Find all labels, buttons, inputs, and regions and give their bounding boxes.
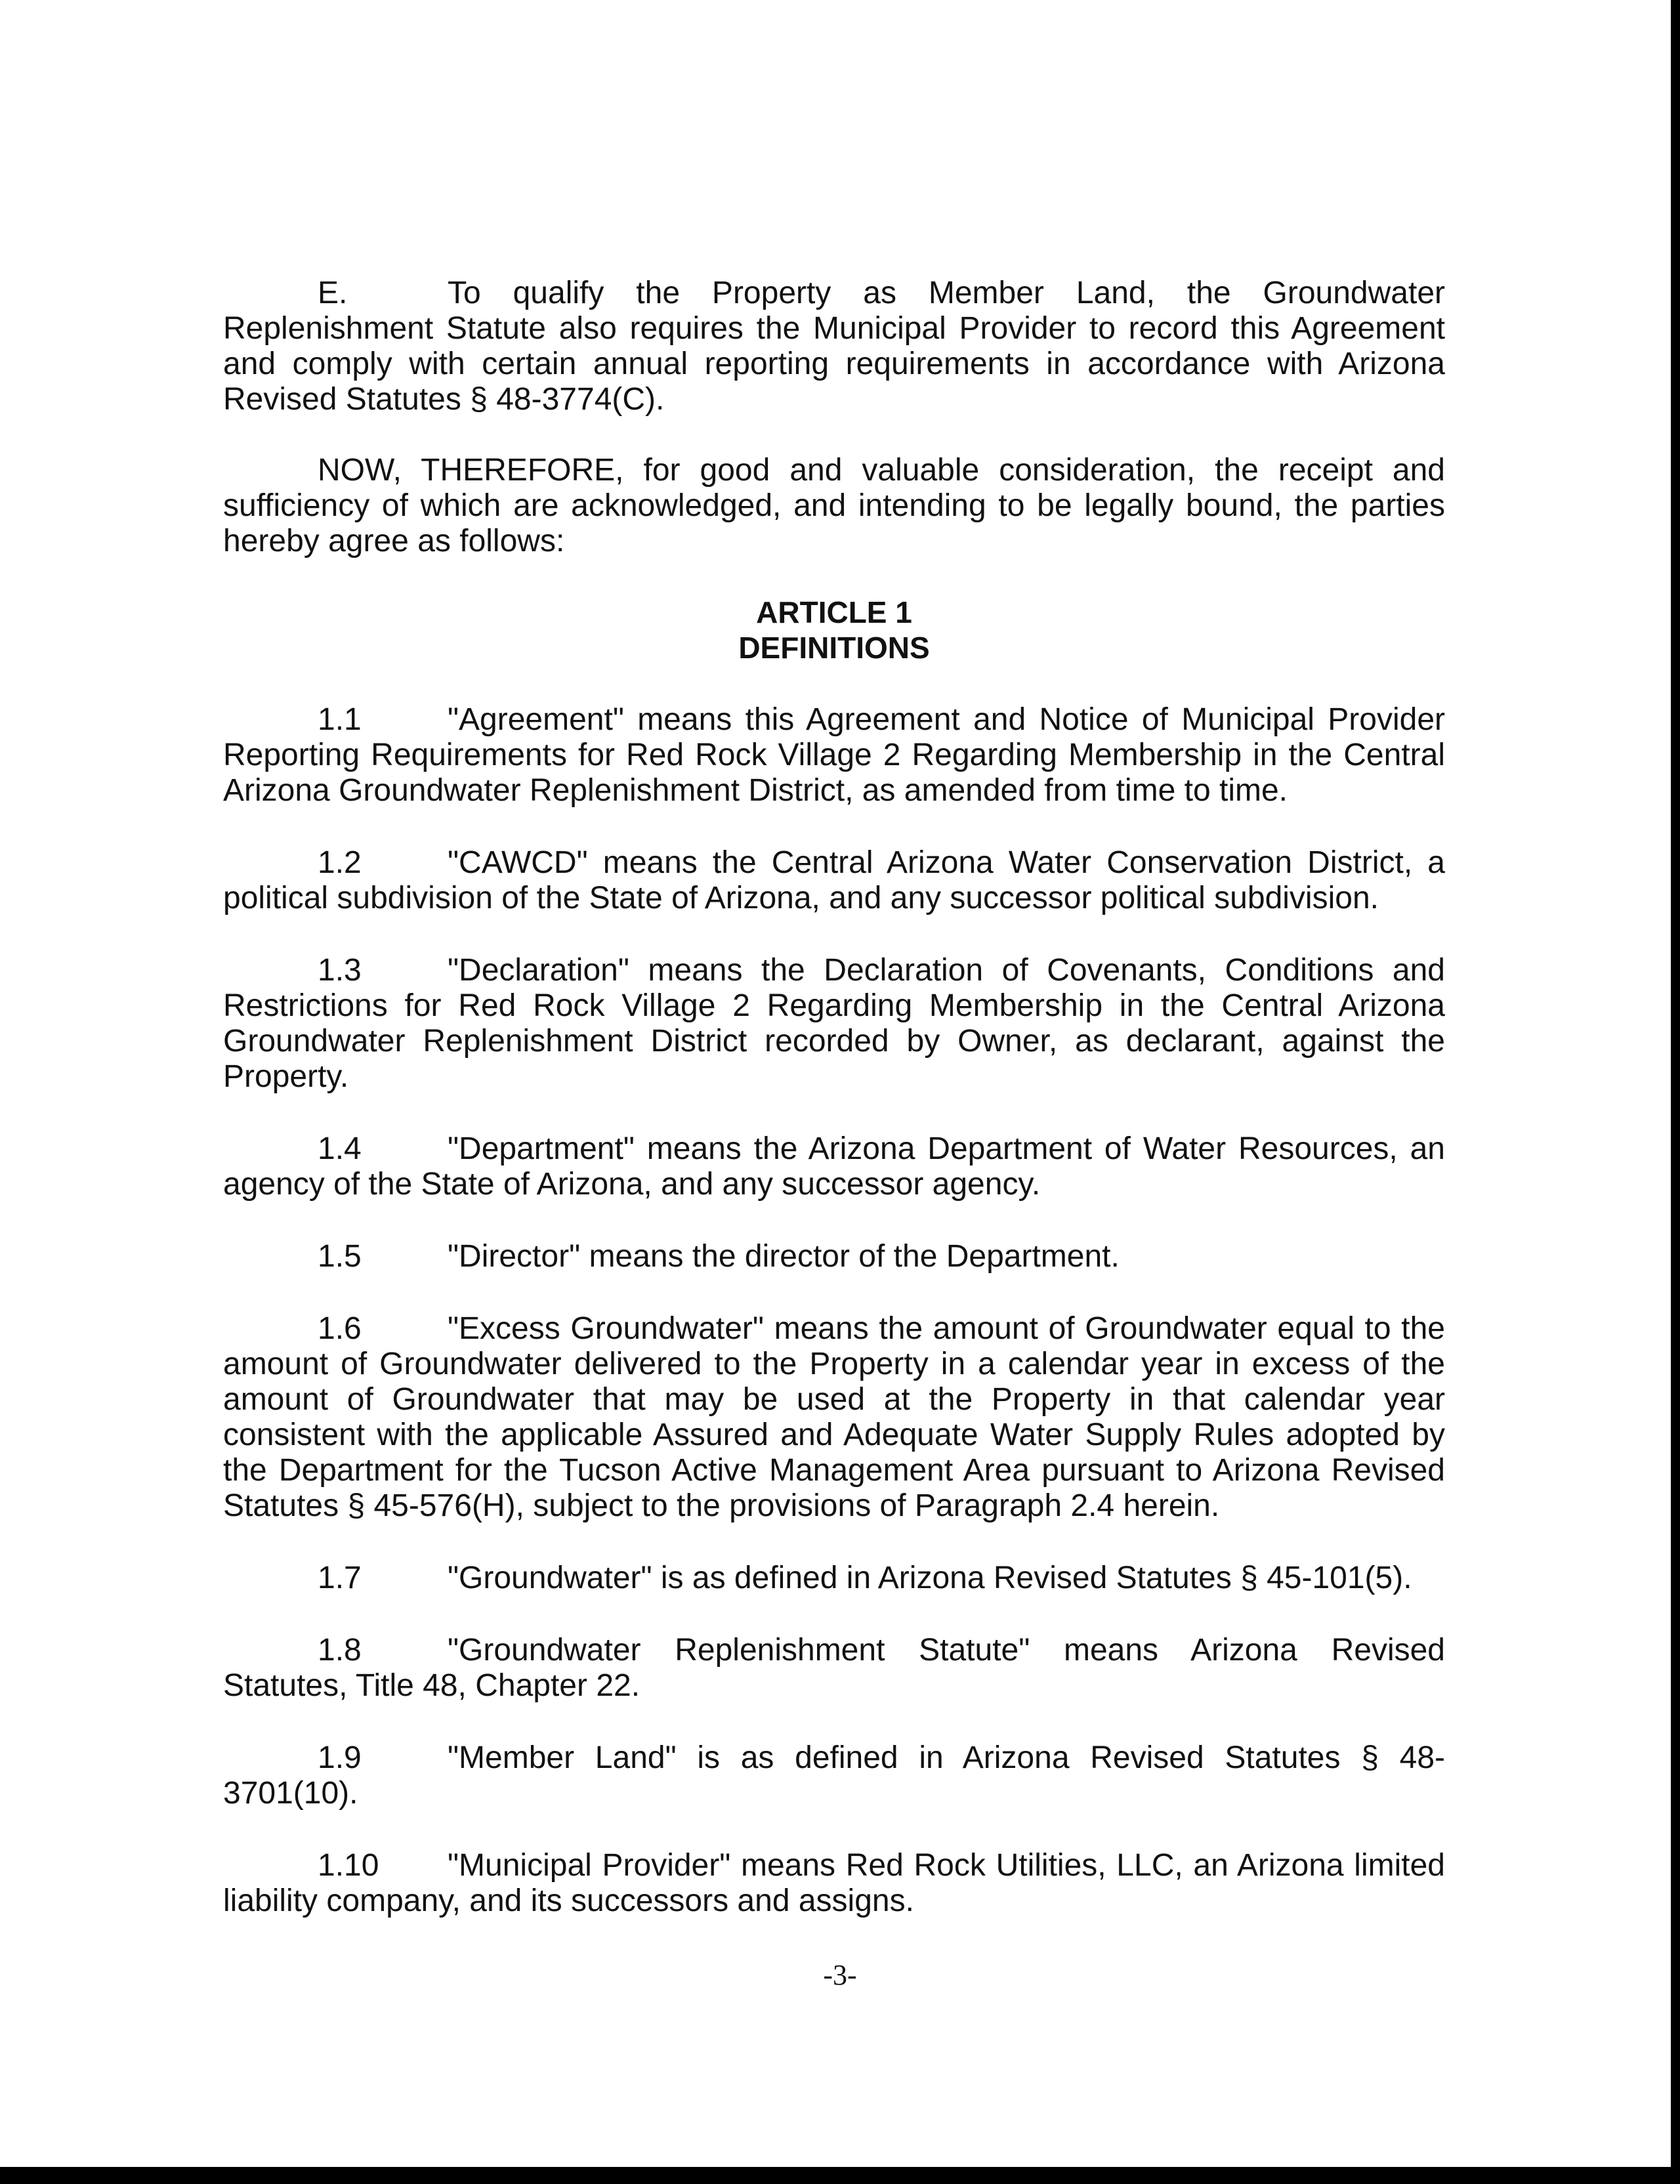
- definition-number: 1.1: [318, 702, 362, 737]
- definition-text: "CAWCD" means the Central Arizona Water Conservation District, a political subdivision of the State of Arizona, and any successor political subdivision.: [223, 845, 1445, 915]
- definition-text: "Agreement" means this Agreement and Notice of Municipal Provider Reporting Requirements for Red Rock Village 2 Regarding Membership in the Central Arizona Groundwater Replenishment District, as amended from time to time.: [223, 702, 1445, 808]
- definition-text: "Groundwater Replenishment Statute" means Arizona Revised Statutes, Title 48, Chapter 22.: [223, 1633, 1445, 1703]
- definition-text: "Groundwater" is as defined in Arizona Revised Statutes § 45-101(5).: [448, 1561, 1412, 1595]
- definition-item: [223, 1239, 1445, 1274]
- scan-edge-bottom: [0, 2167, 1680, 2184]
- recital-text: To qualify the Property as Member Land, the Groundwater Replenishment Statute also requires the Municipal Provider to record this Agreement and comply with certain annual reporting requirements in accordance with Arizona Revised Statutes § 48-3774(C).: [223, 276, 1445, 417]
- definition-item: [223, 1848, 1445, 1919]
- definition-item: [223, 1561, 1445, 1596]
- definition-number: 1.4: [318, 1131, 362, 1166]
- recital-e: [223, 276, 1445, 417]
- document-body: [223, 276, 1445, 1956]
- operative-clause-text: NOW, THEREFORE, for good and valuable consideration, the receipt and sufficiency of which are acknowledged, and intending to be legally bound, the parties hereby agree as follows:: [223, 453, 1445, 558]
- definition-item: [223, 953, 1445, 1095]
- definition-text: "Municipal Provider" means Red Rock Utilities, LLC, an Arizona limited liability company, and its successors and assigns.: [223, 1848, 1445, 1918]
- definition-number: 1.3: [318, 953, 362, 988]
- article-subtitle: DEFINITIONS: [738, 631, 930, 665]
- definition-text: "Department" means the Arizona Department of Water Resources, an agency of the State of Arizona, and any successor agency.: [223, 1131, 1445, 1202]
- recital-label: E.: [318, 276, 348, 310]
- definition-item: [223, 1131, 1445, 1202]
- scan-edge-right: [1671, 0, 1680, 2184]
- definition-number: 1.8: [318, 1633, 362, 1668]
- definition-text: "Declaration" means the Declaration of Covenants, Conditions and Restrictions for Red Rock Village 2 Regarding Membership in the Central Arizona Groundwater Replenishment District recorded by Owner, as declarant, against the Property.: [223, 953, 1445, 1094]
- definition-item: [223, 845, 1445, 916]
- definition-number: 1.6: [318, 1311, 362, 1346]
- definition-text: "Member Land" is as defined in Arizona Revised Statutes § 48-3701(10).: [223, 1740, 1445, 1811]
- definition-item: [223, 1740, 1445, 1811]
- definition-text: "Excess Groundwater" means the amount of Groundwater equal to the amount of Groundwater delivered to the Property in a calendar year in excess of the amount of Groundwater that may be used at the Property in that calendar year consistent with the applicable Assured and Adequate Water Supply Rules adopted by the Department for the Tucson Active Management Area pursuant to Arizona Revised Statutes § 45-576(H), subject to the provisions of Paragraph 2.4 herein.: [223, 1311, 1445, 1523]
- article-title: ARTICLE 1: [756, 595, 912, 629]
- definition-item: [223, 1311, 1445, 1524]
- definition-item: [223, 702, 1445, 808]
- operative-clause: [223, 453, 1445, 559]
- article-heading: [223, 595, 1445, 665]
- definition-number: 1.5: [318, 1239, 362, 1274]
- definition-item: [223, 1633, 1445, 1704]
- definition-number: 1.9: [318, 1740, 362, 1775]
- definition-number: 1.7: [318, 1561, 362, 1595]
- definition-number: 1.2: [318, 845, 362, 880]
- definition-number: 1.10: [318, 1848, 379, 1883]
- page-number: -3-: [823, 1959, 857, 1991]
- definition-text: "Director" means the director of the Department.: [448, 1239, 1120, 1274]
